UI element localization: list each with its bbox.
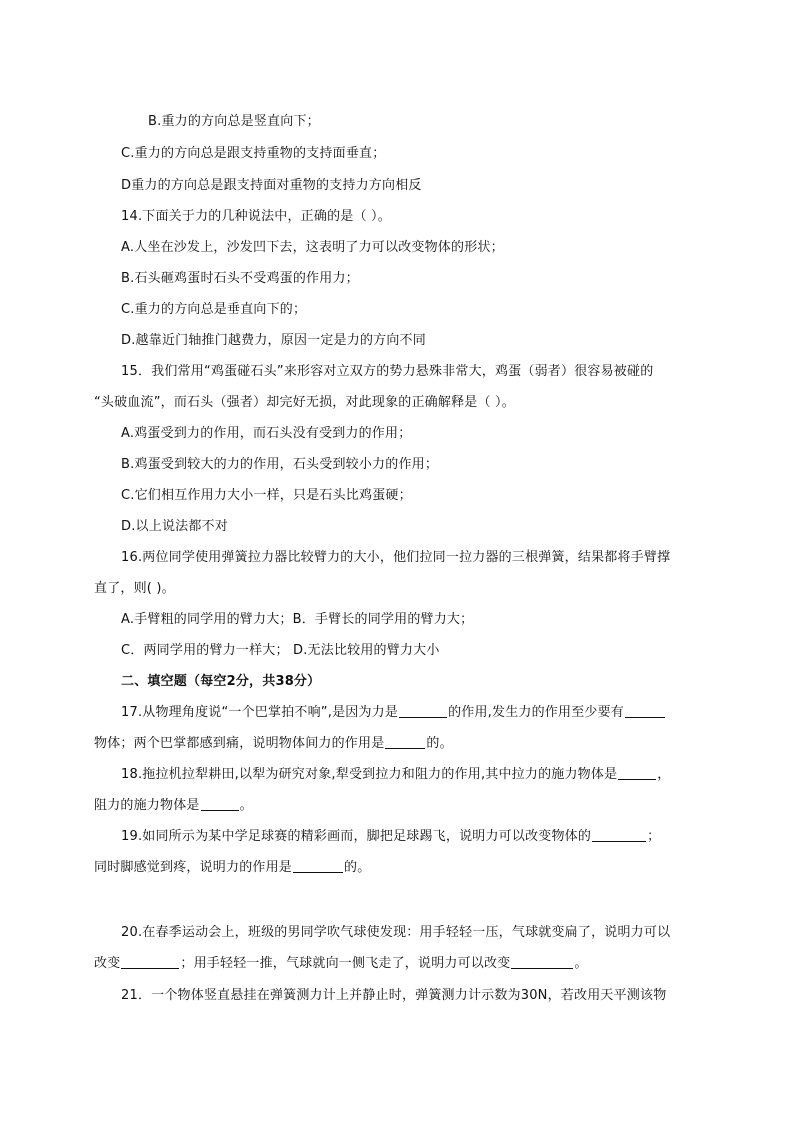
q17-text-c: 物体；两个巴掌都感到痛，说明物体间力的作用是	[94, 736, 385, 751]
q18-blank-1[interactable]	[618, 766, 656, 780]
q20-blank-1[interactable]	[121, 955, 179, 969]
q14-option-a: A.人坐在沙发上，沙发凹下去，这表明了力可以改变物体的形状；	[121, 240, 504, 255]
q20-line2	[94, 955, 588, 973]
q17-blank-2[interactable]	[625, 704, 665, 718]
q17-blank-1[interactable]	[399, 704, 447, 718]
q20-text-b: 改变	[94, 956, 121, 971]
section-heading-fill-in: 二、填空题（每空2分，共38分）	[121, 674, 321, 689]
q19-text-d: 的。	[344, 860, 371, 875]
q18-text-d: 。	[239, 798, 253, 813]
q18-line2	[94, 797, 253, 815]
q20-text-c: ；用手轻轻一推，气球就向一侧飞走了，说明力可以改变	[180, 956, 511, 971]
q18-text-b: ，	[657, 767, 671, 782]
q19-line1	[121, 828, 660, 846]
q21-line1: 21．一个物体竖直悬挂在弹簧测力计上并静止时，弹簧测力计示数为30N，若改用天平测该物	[121, 988, 667, 1003]
q17-text-a: 17.从物理角度说“一个巴掌拍不响”,是因为力是	[121, 705, 399, 720]
q17-text-b: 的作用,发生力的作用至少要有	[448, 705, 625, 720]
q20-text-d: 。	[574, 956, 588, 971]
q14-option-b: B.石头砸鸡蛋时石头不受鸡蛋的作用力；	[121, 271, 359, 286]
q20-blank-2[interactable]	[511, 955, 573, 969]
q13-option-b: B.重力的方向总是竖直向下；	[148, 114, 320, 129]
q17-text-d: 的。	[426, 736, 453, 751]
q15-option-d: D.以上说法都不对	[121, 519, 228, 534]
q18-text-a: 18.拖拉机拉犁耕田,以犁为研究对象,犁受到拉力和阻力的作用,其中拉力的施力物体是	[121, 767, 618, 782]
q15-stem-line1: 15．我们常用“鸡蛋碰石头”来形容对立双方的势力悬殊非常大，鸡蛋（弱者）很容易被碰的	[121, 364, 654, 379]
q16-options-ab: A.手臂粗的同学用的臂力大；B．手臂长的同学用的臂力大；	[121, 612, 474, 627]
q19-text-c: 同时脚感觉到疼，说明力的作用是	[94, 860, 293, 875]
q18-line1	[121, 766, 670, 784]
q15-stem-line2: “头破血流”，而石头（强者）却完好无损，对此现象的正确解释是（ ）。	[94, 395, 515, 410]
q13-option-d: D重力的方向总是跟支持面对重物的支持力方向相反	[121, 178, 422, 193]
q16-options-cd: C．两同学用的臂力一样大； D.无法比较用的臂力大小	[121, 643, 440, 658]
q17-blank-3[interactable]	[385, 735, 425, 749]
q19-text-a: 19.如同所示为某中学足球赛的精彩画而，脚把足球踢飞，说明力可以改变物体的	[121, 829, 592, 844]
q15-option-a: A.鸡蛋受到力的作用，而石头没有受到力的作用；	[121, 426, 412, 441]
q14-stem: 14.下面关于力的几种说法中，正确的是（ ）。	[121, 209, 391, 224]
q15-option-c: C.它们相互作用力大小一样，只是石头比鸡蛋硬；	[121, 488, 412, 503]
q17-line1	[121, 704, 666, 722]
q19-text-b: ；	[647, 829, 661, 844]
q18-text-c: 阻力的施力物体是	[94, 798, 200, 813]
q15-option-b: B.鸡蛋受到较大的力的作用，石头受到较小力的作用；	[121, 457, 439, 472]
q13-option-c: C.重力的方向总是跟支持重物的支持面垂直；	[121, 146, 386, 161]
q19-line2	[94, 859, 370, 877]
q17-line2	[94, 735, 453, 753]
q16-stem-line2: 直了，则( )。	[94, 581, 175, 596]
q14-option-c: C.重力的方向总是垂直向下的；	[121, 302, 307, 317]
q16-stem-line1: 16.两位同学使用弹簧拉力器比较臂力的大小，他们拉同一拉力器的三根弹簧，结果都将手臂撑	[121, 550, 671, 565]
q18-blank-2[interactable]	[201, 797, 239, 811]
q19-blank-1[interactable]	[592, 828, 646, 842]
q19-blank-2[interactable]	[293, 859, 343, 873]
q20-line1: 20.在春季运动会上，班级的男同学吹气球使发现：用手轻轻一压，气球就变扁了，说明力可以	[121, 925, 671, 940]
q14-option-d: D.越靠近门轴推门越费力，原因一定是力的方向不同	[121, 333, 426, 348]
